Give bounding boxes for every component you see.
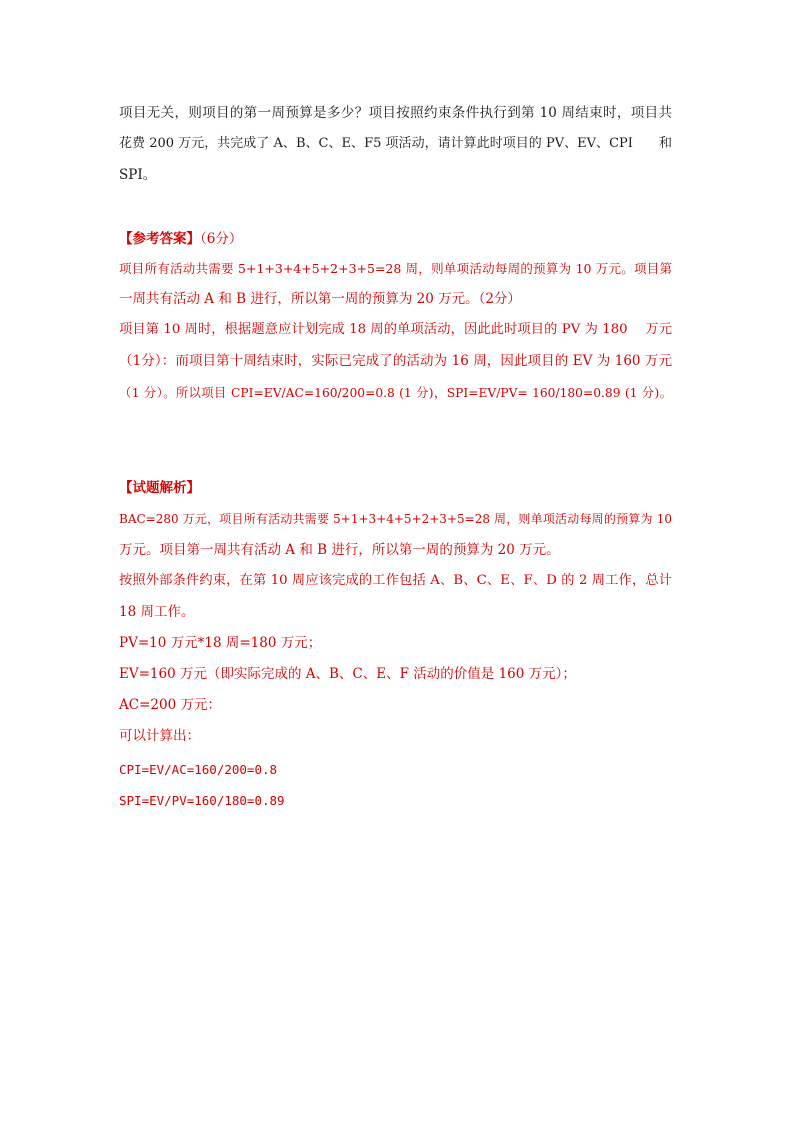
answer-line: （1 分）。所以项目 CPI=EV/AC=160/200=0.8 (1 分)，SPI=EV/PV= 160/180=0.89 (1 分)。 — [119, 386, 672, 400]
question-line: 项目无关，则项目的第一周预算是多少？项目按照约束条件执行到第 10 周结束时，项目共 — [119, 105, 672, 121]
question-line: SPI。 — [119, 167, 157, 183]
analysis-line: 可以计算出： — [119, 728, 200, 744]
analysis-line: AC=200 万元： — [119, 697, 221, 713]
answer-heading-row — [119, 229, 242, 249]
answer-heading: 【参考答案】 — [119, 231, 200, 247]
formula-cpi: CPI=EV/AC=160/200=0.8 — [119, 762, 278, 777]
answer-line: 项目所有活动共需要 5+1+3+4+5+2+3+5=28 周，则单项活动每周的预算为 10 万元。项目第 — [119, 261, 672, 276]
answer-line: （1分）：而项目第十周结束时，实际已完成了的活动为 16 周，因此项目的 EV 为 160 万元 — [119, 353, 672, 369]
analysis-line: 按照外部条件约束，在第 10 周应该完成的工作包括 A、B、C、E、F、D 的 2 周工作，总计 — [119, 573, 672, 588]
answer-line: 一周共有活动 A 和 B 进行，所以第一周的预算为 20 万元。（2分） — [119, 291, 521, 307]
analysis-line: PV=10 万元*18 周=180 万元； — [119, 635, 322, 651]
answer-line: 项目第 10 周时，根据题意应计划完成 18 周的单项活动，因此此时项目的 PV 为 180 万元 — [119, 322, 672, 337]
formula-spi: SPI=EV/PV=160/180=0.89 — [119, 793, 285, 808]
question-line: 花费 200 万元，共完成了 A、B、C、E、F5 项活动，请计算此时项目的 PV、EV、CPI 和 — [119, 136, 672, 151]
analysis-line: 18 周工作。 — [119, 604, 195, 620]
analysis-line: EV=160 万元（即实际完成的 A、B、C、E、F 活动的价值是 160 万元）； — [119, 666, 576, 682]
analysis-line: BAC=280 万元，项目所有活动共需要 5+1+3+4+5+2+3+5=28 周，则单项活动每周的预算为 10 — [119, 512, 672, 526]
analysis-line: 万元。项目第一周共有活动 A 和 B 进行，所以第一周的预算为 20 万元。 — [119, 542, 560, 558]
analysis-heading: 【试题解析】 — [119, 480, 200, 496]
answer-score: （6分） — [200, 231, 243, 247]
